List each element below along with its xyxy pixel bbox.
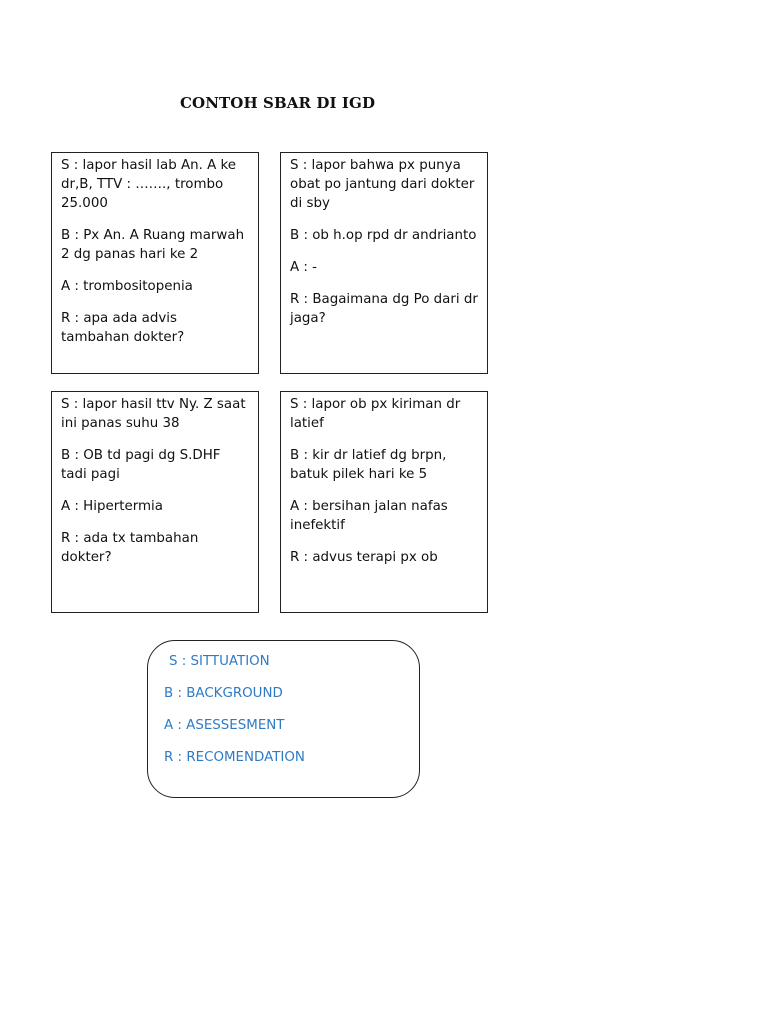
assessment-text: A : trombositopenia: [61, 279, 193, 294]
legend-assessment: A : ASESSESMENT: [164, 718, 285, 733]
sbar-box-3: [51, 391, 259, 613]
recommendation-text: R : ada tx tambahan dokter?: [61, 531, 199, 565]
sbar-box-1: [51, 152, 259, 374]
legend-background: B : BACKGROUND: [164, 686, 283, 701]
background-text: B : OB td pagi dg S.DHF tadi pagi: [61, 448, 221, 482]
recommendation-text: R : apa ada advis tambahan dokter?: [61, 311, 185, 345]
background-text: B : Px An. A Ruang marwah 2 dg panas hari ke 2: [61, 228, 245, 262]
assessment-text: A : bersihan jalan nafas inefektif: [290, 499, 448, 533]
assessment-text: A : -: [290, 260, 318, 275]
page-title: CONTOH SBAR DI IGD: [180, 94, 376, 112]
situation-text: S : lapor bahwa px punya obat po jantung dari dokter di sby: [290, 158, 475, 211]
background-text: B : kir dr latief dg brpn, batuk pilek hari ke 5: [290, 448, 447, 482]
recommendation-text: R : Bagaimana dg Po dari dr jaga?: [290, 292, 478, 326]
background-text: B : ob h.op rpd dr andrianto: [290, 228, 477, 243]
situation-text: S : lapor hasil lab An. A ke dr,B, TTV : ……., trombo 25.000: [61, 158, 237, 211]
assessment-text: A : Hipertermia: [61, 499, 163, 514]
situation-text: S : lapor ob px kiriman dr latief: [290, 397, 461, 431]
recommendation-text: R : advus terapi px ob: [290, 550, 438, 565]
legend-recommendation: R : RECOMENDATION: [164, 750, 305, 765]
legend-situation: S : SITTUATION: [169, 654, 270, 669]
situation-text: S : lapor hasil ttv Ny. Z saat ini panas suhu 38: [61, 397, 246, 431]
sbar-legend: [147, 640, 420, 798]
sbar-box-4: [280, 391, 488, 613]
sbar-box-2: [280, 152, 488, 374]
